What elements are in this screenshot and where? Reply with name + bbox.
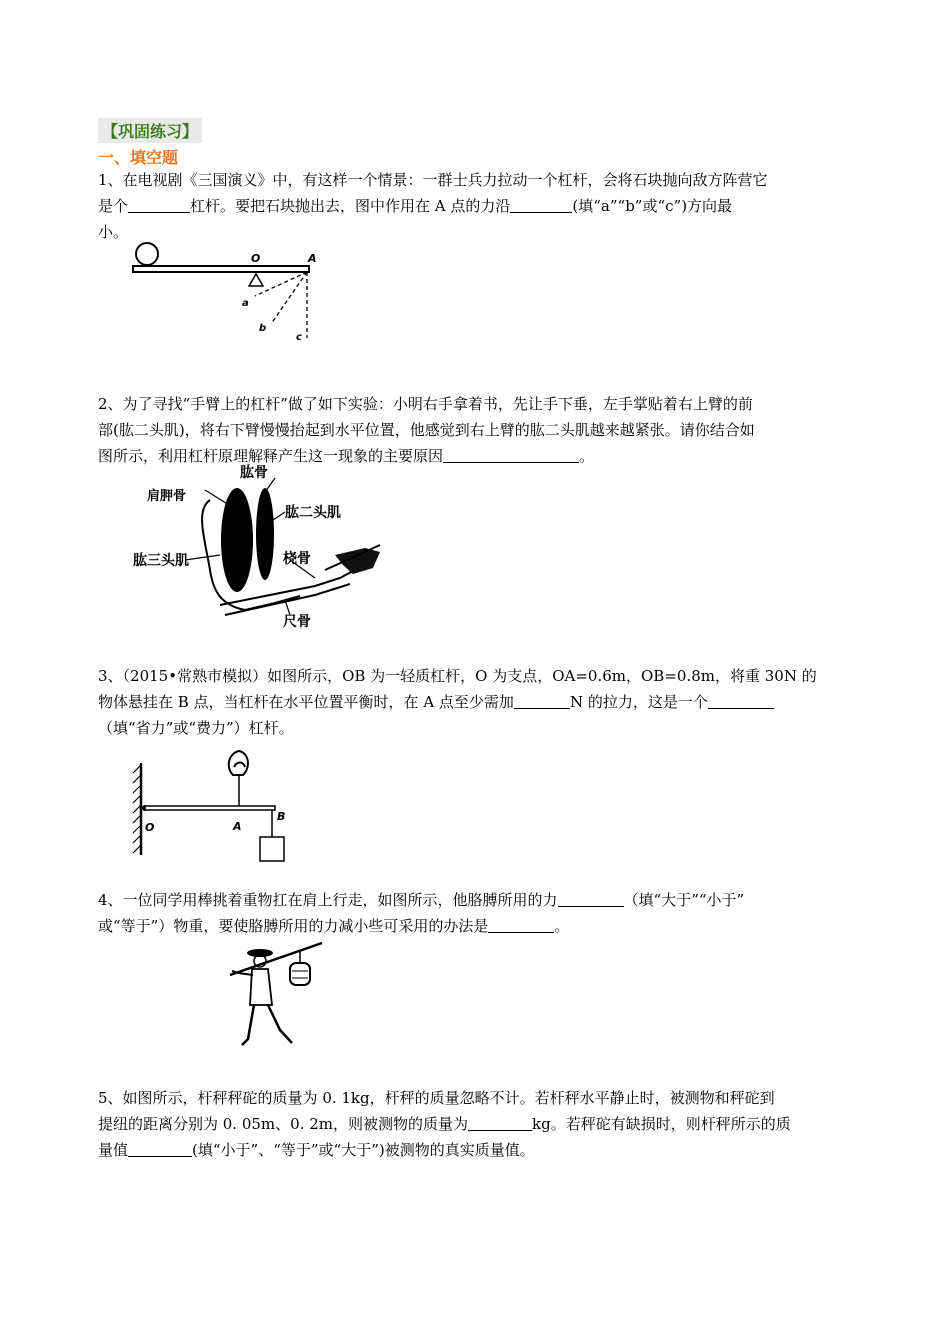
q3-line-1: 3、（2015•常熟市模拟）如图所示，OB 为一轻质杠杆，O 为支点，OA=0.6m，OB=0.8m，将重 30N 的 — [98, 667, 817, 685]
label-o: O — [145, 821, 155, 834]
label-c: c — [296, 332, 302, 343]
q4-line-2: 或“等于”）物重，要使胳膊所用的力减小些可采用的办法是 。 — [98, 917, 570, 935]
hand-with-book — [335, 548, 380, 574]
answer-blank[interactable] — [708, 692, 774, 709]
label-o: O — [251, 252, 261, 265]
label-triceps: 肱三头肌 — [133, 553, 189, 569]
q5-line-2: 提纽的距离分别为 0. 05m、0. 2m，则被测物的质量为 kg。若秤砣有缺损时，则杆秤所示的质 — [98, 1115, 791, 1133]
question-3 — [98, 663, 853, 741]
label-a-point: A — [308, 252, 317, 265]
label-ulna: 尺骨 — [283, 614, 311, 630]
arm-lever-figure — [125, 460, 395, 630]
answer-blank[interactable] — [128, 1140, 192, 1157]
hanging-basket — [290, 963, 310, 985]
q1-line-1: 1、在电视剧《三国演义》中，有这样一个情景：一群士兵力拉动一个杠杆，会将石块抛向敌方阵营它 — [98, 171, 768, 189]
body — [250, 969, 272, 1005]
answer-blank[interactable] — [443, 446, 579, 463]
question-4 — [98, 887, 853, 939]
answer-blank[interactable] — [510, 196, 572, 213]
answer-blank[interactable] — [128, 196, 190, 213]
label-radius: 桡骨 — [283, 551, 311, 567]
q4-line-1: 4、一位同学用棒挑着重物扛在肩上行走，如图所示，他胳膊所用的力 （填“大于”“小于” — [98, 891, 745, 909]
q5-line-1: 5、如图所示，杆秤秤砣的质量为 0. 1kg，杆秤的质量忽略不计。若杆秤水平静止时，被测物和秤砣到 — [98, 1089, 775, 1107]
q3-line-3: （填“省力”或“费力”）杠杆。 — [98, 719, 294, 737]
label-humerus: 肱骨 — [240, 465, 268, 481]
label-a: a — [242, 298, 249, 309]
label-b: B — [277, 810, 286, 823]
q2-line-2: 部(肱二头肌)，将右下臂慢慢抬起到水平位置，他感觉到右上臂的肱二头肌越来越紧张。请你结合如 — [98, 421, 755, 439]
q1-line-2: 是个 杠杆。要把石块抛出去，图中作用在 A 点的力沿 (填“a”“b”或“c”)方向最 — [98, 197, 733, 215]
force-b-line — [271, 272, 307, 324]
humerus-bone — [256, 488, 274, 580]
section-title: 一、填空题 — [98, 148, 179, 167]
q3-line-2: 物体悬挂在 B 点，当杠杆在水平位置平衡时，在 A 点至少需加 N 的拉力，这是一个 — [98, 689, 853, 715]
answer-blank[interactable] — [558, 890, 624, 907]
question-5 — [98, 1085, 853, 1163]
hat — [247, 949, 273, 957]
q1-line-3: 小。 — [98, 223, 129, 241]
exercise-header: 【巩固练习】 — [98, 118, 202, 143]
answer-blank[interactable] — [488, 916, 554, 933]
label-biceps: 肱二头肌 — [285, 505, 341, 521]
fulcrum-triangle — [249, 274, 263, 286]
label-scapula: 肩胛骨 — [147, 489, 187, 504]
answer-blank[interactable] — [514, 692, 570, 709]
lever-bar — [133, 266, 309, 272]
q2-line-3: 图所示，利用杠杆原理解释产生这一现象的主要原因 。 — [98, 447, 595, 465]
stone-circle — [136, 243, 158, 265]
lever-wall-figure — [115, 745, 310, 870]
lever-catapult-figure — [125, 240, 335, 345]
q2-line-1: 2、为了寻找“手臂上的杠杆”做了如下实验：小明右手拿着书，先让手下垂，左手掌贴着右上臂的前 — [98, 395, 753, 413]
label-b: b — [259, 323, 267, 334]
person-carrying-pole-figure — [222, 935, 342, 1055]
carrying-pole — [230, 943, 322, 975]
label-a: A — [233, 820, 242, 833]
answer-blank[interactable] — [468, 1114, 532, 1131]
question-2 — [98, 391, 853, 469]
weight-block — [260, 837, 284, 861]
lever-ob — [145, 806, 275, 810]
q5-line-3: 量值 (填“小于”、“等于”或“大于”)被测物的真实质量值。 — [98, 1141, 535, 1159]
question-1 — [98, 167, 853, 245]
